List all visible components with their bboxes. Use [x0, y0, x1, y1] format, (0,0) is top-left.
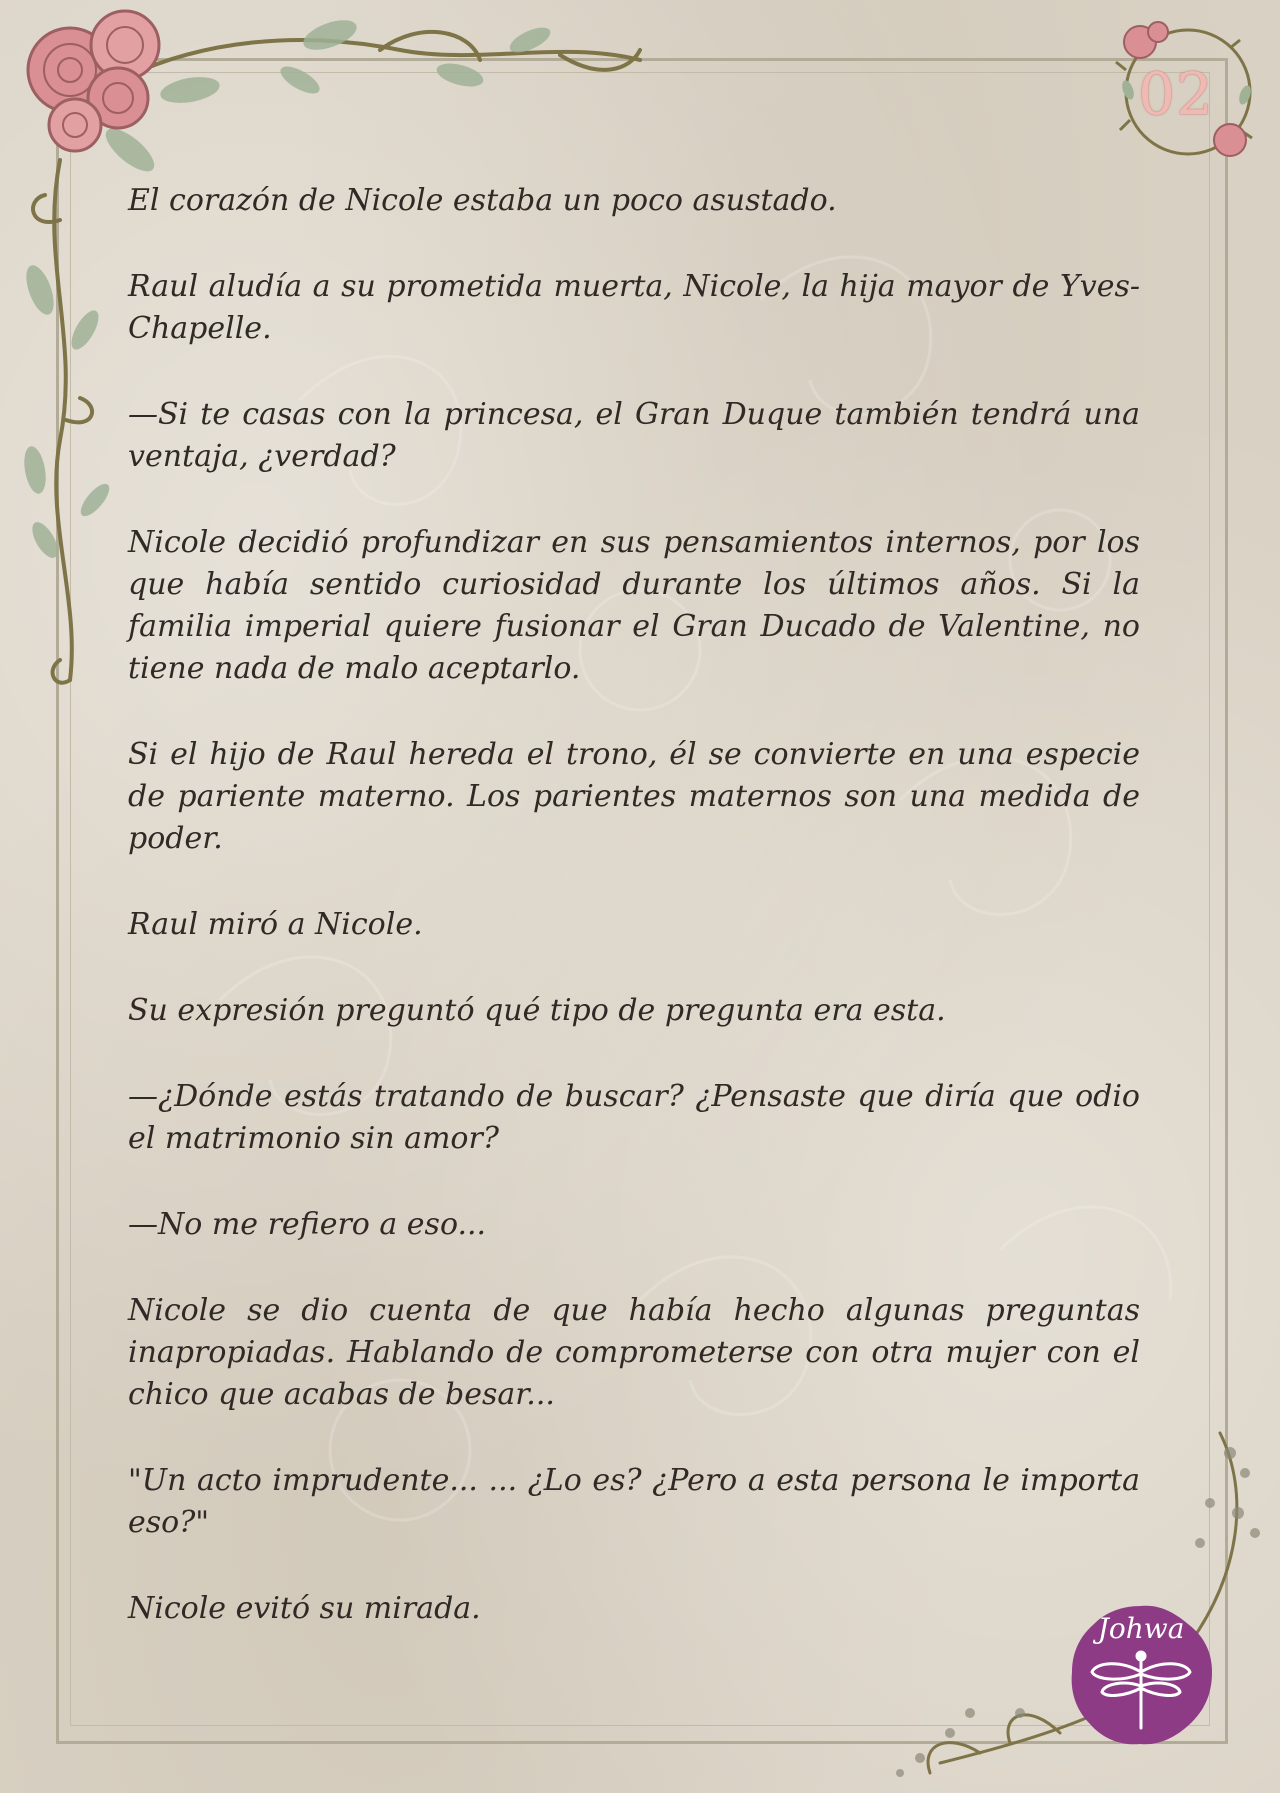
paragraph: Nicole decidió profundizar en sus pensamientos internos, por los que había sentido curiosidad durante los últimos años. Si la familia imperial quiere fusionar el Gran Ducado de Valentine, no tiene nada de malo aceptarlo.	[128, 525, 1140, 686]
paragraph: —¿Dónde estás tratando de buscar? ¿Pensaste que diría que odio el matrimonio sin amor?	[128, 1079, 1140, 1156]
paragraph: El corazón de Nicole estaba un poco asustado.	[128, 183, 837, 218]
page-number: 02	[1138, 60, 1214, 128]
johwa-logo-label: Johwa	[1097, 1612, 1185, 1645]
paragraph: Su expresión preguntó qué tipo de pregunta era esta.	[128, 993, 946, 1028]
story-text	[128, 180, 1140, 1630]
paragraph: Si el hijo de Raul hereda el trono, él se convierte en una especie de pariente materno. Los parientes maternos son una medida de poder.	[128, 737, 1140, 856]
paragraph: Raul aludía a su prometida muerta, Nicole, la hija mayor de Yves-Chapelle.	[128, 269, 1140, 346]
paragraph: "Un acto imprudente... ... ¿Lo es? ¿Pero a esta persona le importa eso?"	[128, 1463, 1140, 1540]
paragraph: —Si te casas con la princesa, el Gran Duque también tendrá una ventaja, ¿verdad?	[128, 397, 1140, 474]
paragraph: Nicole se dio cuenta de que había hecho algunas preguntas inapropiadas. Hablando de comprometerse con otra mujer con el chico que acabas de besar...	[128, 1293, 1140, 1412]
paragraph: —No me refiero a eso...	[128, 1207, 487, 1242]
paragraph: Raul miró a Nicole.	[128, 907, 423, 942]
paragraph: Nicole evitó su mirada.	[128, 1591, 481, 1626]
